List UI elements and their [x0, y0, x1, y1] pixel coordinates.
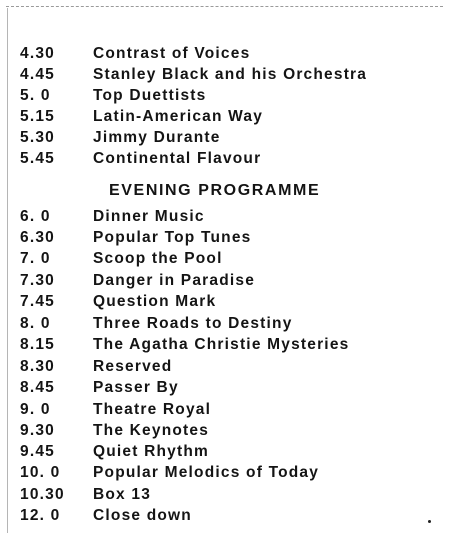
- item-time: 6.30: [20, 229, 55, 246]
- evening-programme-heading: EVENING PROGRAMME: [109, 182, 321, 199]
- list-item: [0, 420, 449, 441]
- item-time: 8. 0: [20, 315, 51, 332]
- item-title: Contrast of Voices: [93, 45, 251, 62]
- list-item: [0, 148, 449, 169]
- item-time: 7.45: [20, 293, 55, 310]
- item-time: 5.45: [20, 150, 55, 167]
- item-title: Quiet Rhythm: [93, 443, 210, 460]
- item-title: Box 13: [93, 486, 152, 503]
- list-item: [0, 127, 449, 148]
- item-time: 9.45: [20, 443, 55, 460]
- item-time: 5.30: [20, 129, 55, 146]
- item-time: 12. 0: [20, 507, 61, 524]
- item-title: Latin-American Way: [93, 108, 264, 125]
- item-time: 9. 0: [20, 401, 51, 418]
- list-item: [0, 377, 449, 398]
- item-title: Reserved: [93, 358, 173, 375]
- item-time: 5.15: [20, 108, 55, 125]
- item-time: 10. 0: [20, 464, 61, 481]
- list-item: [0, 441, 449, 462]
- item-time: 4.30: [20, 45, 55, 62]
- item-time: 5. 0: [20, 87, 51, 104]
- item-time: 8.45: [20, 379, 55, 396]
- item-title: Three Roads to Destiny: [93, 315, 293, 332]
- item-time: 6. 0: [20, 208, 51, 225]
- item-title: Continental Flavour: [93, 150, 262, 167]
- list-item: [0, 462, 449, 483]
- item-title: The Agatha Christie Mysteries: [93, 336, 350, 353]
- item-title: Question Mark: [93, 293, 217, 310]
- list-item: [0, 313, 449, 334]
- list-item: [0, 505, 449, 526]
- ink-speck: [428, 520, 431, 523]
- list-item: [0, 399, 449, 420]
- item-title: Theatre Royal: [93, 401, 212, 418]
- top-rule: [6, 6, 443, 7]
- item-title: Scoop the Pool: [93, 250, 223, 267]
- item-time: 7.30: [20, 272, 55, 289]
- item-title: Passer By: [93, 379, 179, 396]
- list-item: [0, 334, 449, 355]
- item-time: 8.30: [20, 358, 55, 375]
- item-time: 4.45: [20, 66, 55, 83]
- item-title: The Keynotes: [93, 422, 210, 439]
- item-time: 8.15: [20, 336, 55, 353]
- list-item: [0, 43, 449, 64]
- item-title: Dinner Music: [93, 208, 205, 225]
- list-item: [0, 484, 449, 505]
- item-title: Stanley Black and his Orchestra: [93, 66, 368, 83]
- item-time: 7. 0: [20, 250, 51, 267]
- list-item: [0, 227, 449, 248]
- item-title: Popular Top Tunes: [93, 229, 252, 246]
- item-title: Popular Melodics of Today: [93, 464, 320, 481]
- item-title: Top Duettists: [93, 87, 207, 104]
- list-item: [0, 291, 449, 312]
- list-item: [0, 106, 449, 127]
- item-title: Danger in Paradise: [93, 272, 256, 289]
- item-title: Jimmy Durante: [93, 129, 221, 146]
- item-time: 9.30: [20, 422, 55, 439]
- item-time: 10.30: [20, 486, 65, 503]
- list-item: [0, 64, 449, 85]
- list-item: [0, 270, 449, 291]
- list-item: [0, 206, 449, 227]
- list-item: [0, 356, 449, 377]
- list-item: [0, 248, 449, 269]
- list-item: [0, 85, 449, 106]
- item-title: Close down: [93, 507, 192, 524]
